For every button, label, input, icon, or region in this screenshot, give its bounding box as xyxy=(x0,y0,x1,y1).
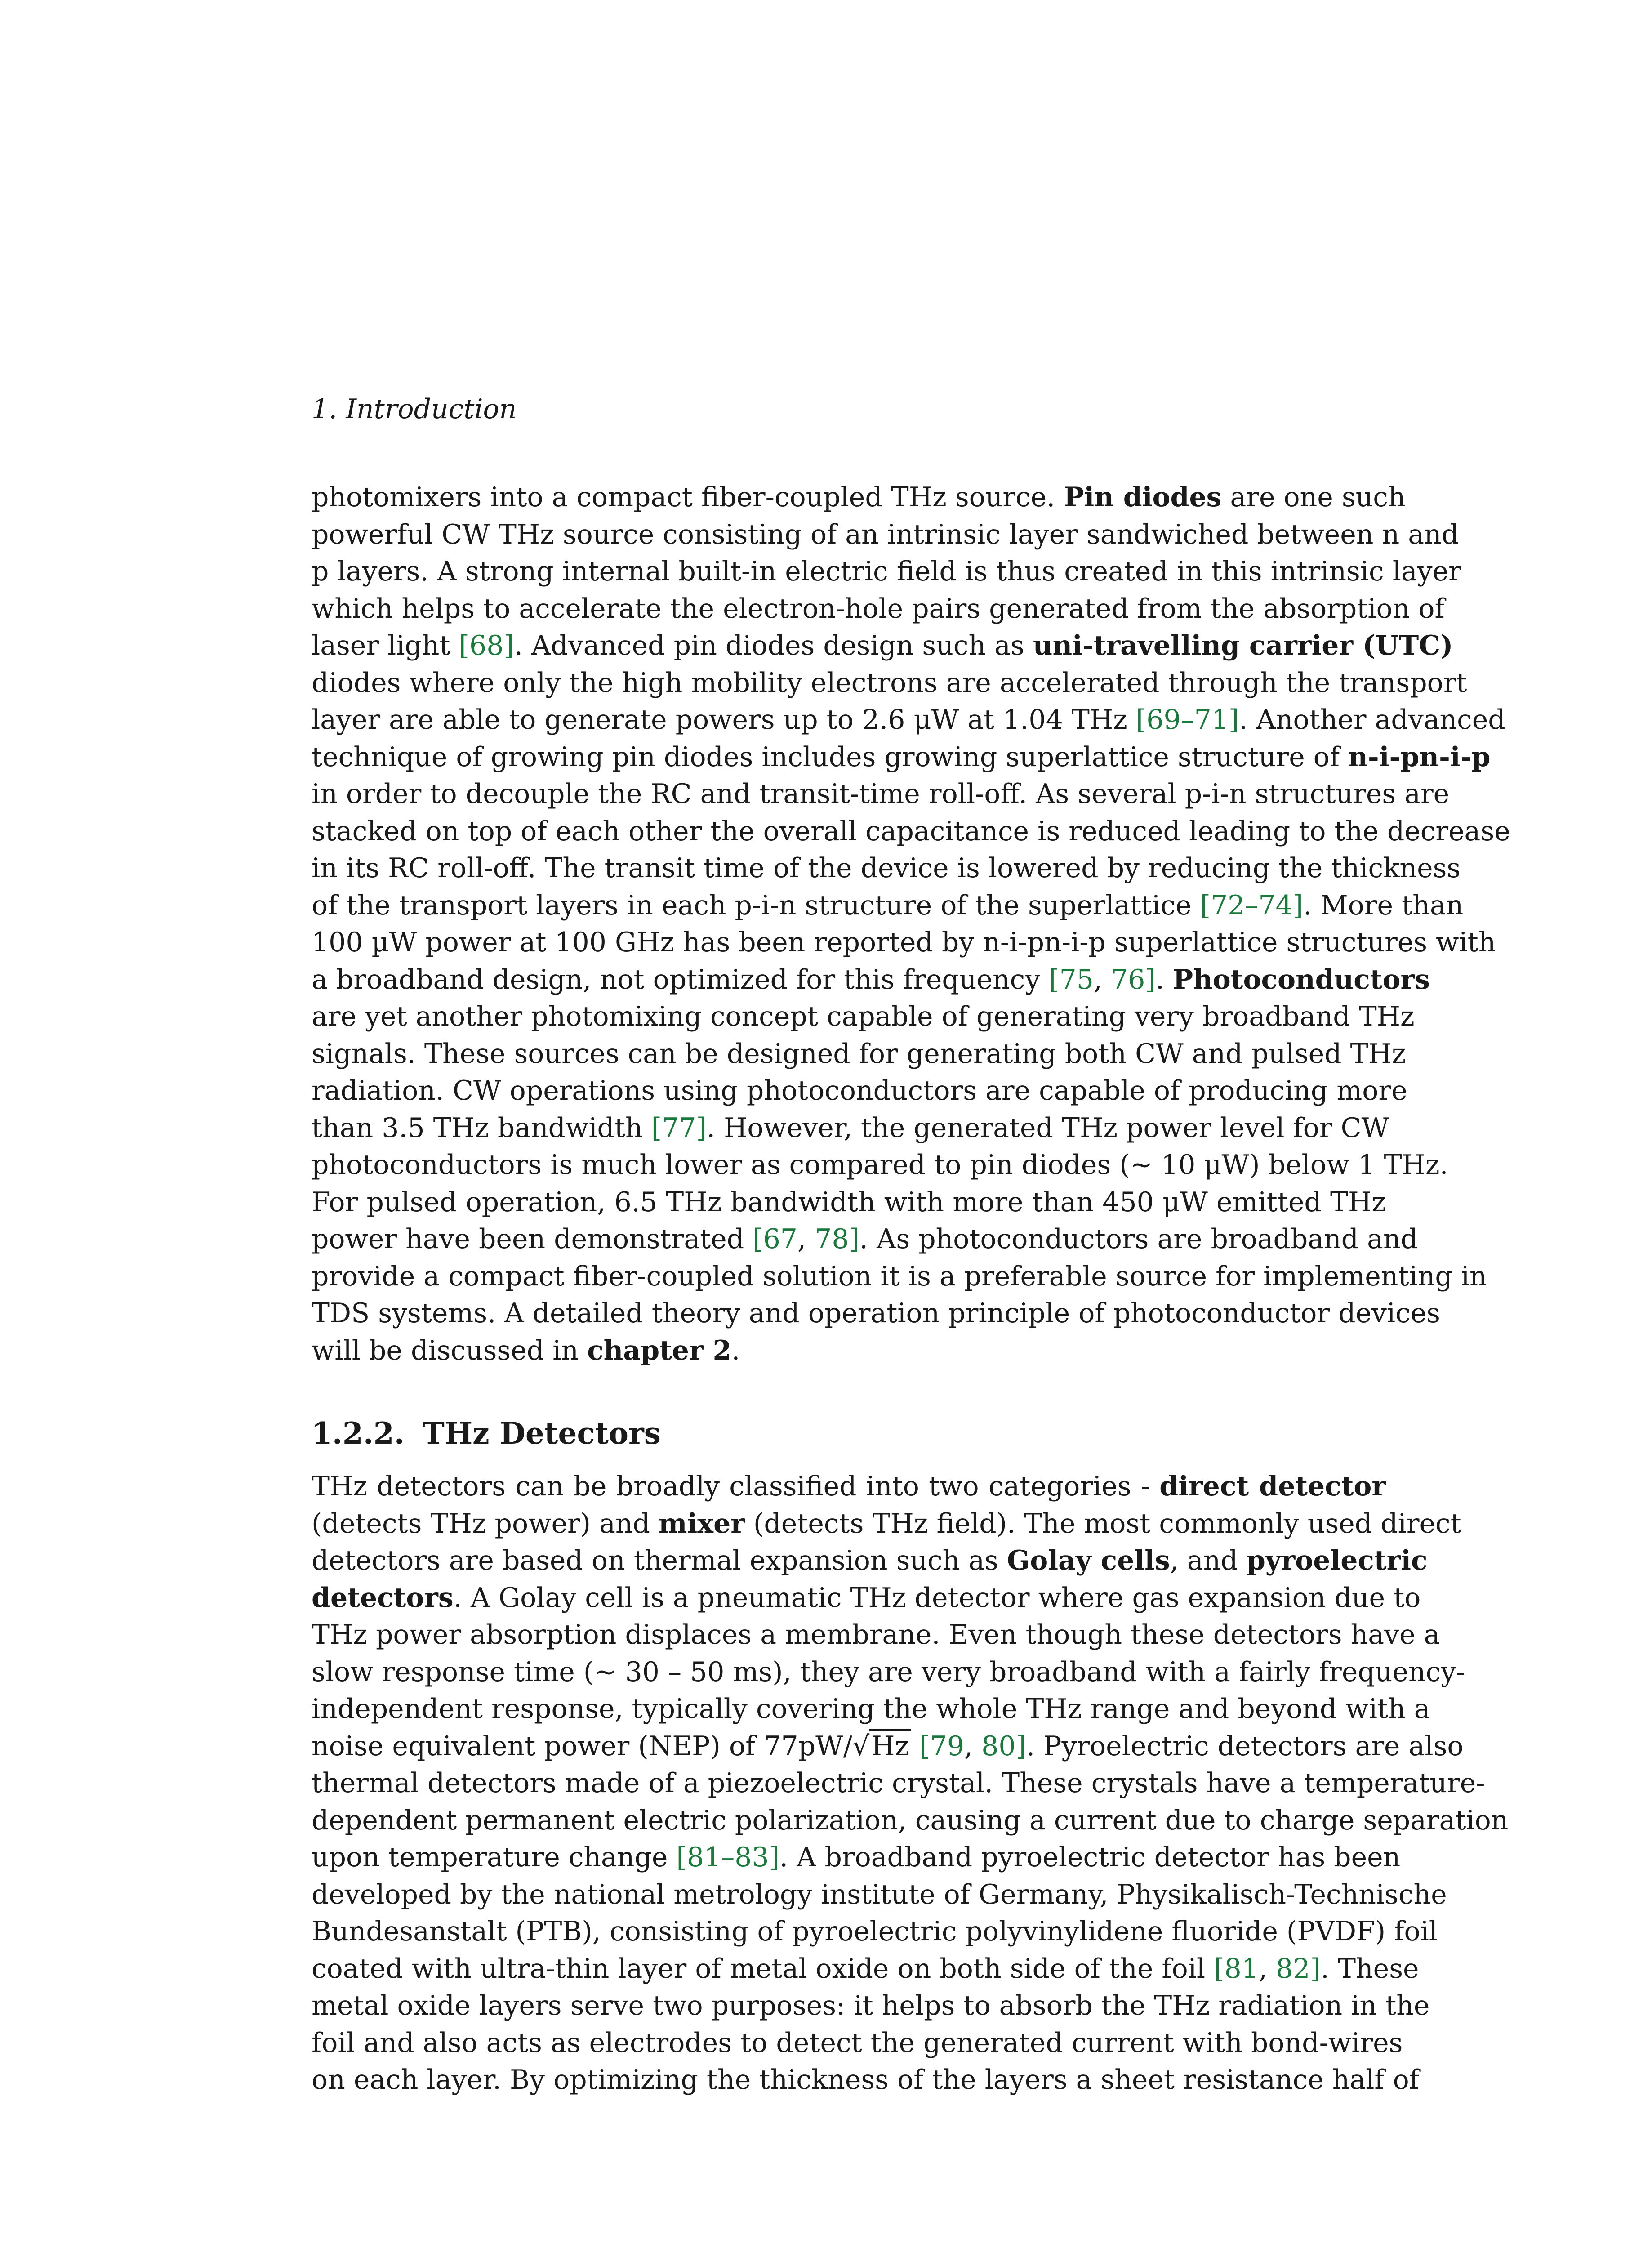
text-line: slow response time (~ 30 – 50 ms), they are very broadband with a fairly frequency- xyxy=(312,1656,1465,1688)
term-chapter-2: chapter 2 xyxy=(587,1334,732,1366)
text-line: are yet another photomixing concept capable of generating very broadband THz xyxy=(312,1001,1415,1032)
citation-link[interactable]: [81 xyxy=(1214,1953,1259,1985)
text-line: on each layer. By optimizing the thickness of the layers a sheet resistance half of xyxy=(312,2064,1419,2096)
text-line: metal oxide layers serve two purposes: it helps to absorb the THz radiation in the xyxy=(312,1990,1430,2021)
text-line: For pulsed operation, 6.5 THz bandwidth with more than 450 μW emitted THz xyxy=(312,1186,1386,1218)
citation-link[interactable]: [68] xyxy=(459,630,514,661)
text-line: in its RC roll-off. The transit time of the device is lowered by reducing the thickness xyxy=(312,852,1461,884)
text-line: than 3.5 THz bandwidth [77]. However, the generated THz power level for CW xyxy=(312,1112,1389,1144)
text-line: which helps to accelerate the electron-hole pairs generated from the absorption of xyxy=(312,593,1445,624)
citation-link[interactable]: 82] xyxy=(1276,1953,1321,1985)
text-line: p layers. A strong internal built-in electric field is thus created in this intrinsic layer xyxy=(312,556,1461,587)
text-line: diodes where only the high mobility electrons are accelerated through the transport xyxy=(312,667,1467,699)
text-line: technique of growing pin diodes includes growing superlattice structure of n-i-pn-i-p xyxy=(312,741,1491,773)
text-line: in order to decouple the RC and transit-time roll-off. As several p-i-n structures are xyxy=(312,778,1450,810)
text-line: 100 µW power at 100 GHz has been reported by n-i-pn-i-p superlattice structures with xyxy=(312,927,1496,958)
text-line: laser light [68]. Advanced pin diodes design such as uni-travelling carrier (UTC) xyxy=(312,630,1453,661)
term-pin-diodes: Pin diodes xyxy=(1064,482,1222,513)
term-pyroelectric: pyroelectric xyxy=(1246,1545,1428,1576)
citation-link[interactable]: [77] xyxy=(651,1112,707,1144)
text-line: developed by the national metrology institute of Germany, Physikalisch-Technische xyxy=(312,1878,1447,1910)
paragraph-thz-detectors xyxy=(312,1468,1509,2099)
text-line: Bundesanstalt (PTB), consisting of pyroelectric polyvinylidene fluoride (PVDF) foil xyxy=(312,1916,1438,1947)
term-nipnip: n-i-pn-i-p xyxy=(1348,741,1491,773)
text-line: upon temperature change [81–83]. A broadband pyroelectric detector has been xyxy=(312,1842,1401,1873)
paragraph-pin-diodes-photoconductors xyxy=(312,479,1510,1369)
text-line: a broadband design, not optimized for this frequency [75, 76]. Photoconductors xyxy=(312,963,1430,995)
text-line: detectors are based on thermal expansion such as Golay cells, and pyroelectric xyxy=(312,1545,1428,1576)
citation-link[interactable]: 76] xyxy=(1111,963,1156,995)
sqrt-hz: √Hz xyxy=(852,1728,911,1765)
text-line: dependent permanent electric polarization, causing a current due to charge separation xyxy=(312,1804,1509,1836)
text-line: TDS systems. A detailed theory and operation principle of photoconductor devices xyxy=(312,1298,1440,1329)
citation-link[interactable]: [81–83] xyxy=(676,1842,779,1873)
term-utc: uni-travelling carrier (UTC) xyxy=(1033,630,1453,661)
text-line: of the transport layers in each p-i-n structure of the superlattice [72–74]. More than xyxy=(312,889,1464,921)
citation-link[interactable]: [69–71] xyxy=(1135,704,1239,736)
text-line: provide a compact fiber-coupled solution it is a preferable source for implementing in xyxy=(312,1260,1487,1292)
term-mixer: mixer xyxy=(659,1508,745,1539)
citation-link[interactable]: [79 xyxy=(919,1730,965,1762)
text-line: (detects THz power) and mixer (detects THz field). The most commonly used direct xyxy=(312,1508,1461,1539)
running-header: 1. Introduction xyxy=(312,393,517,425)
text-line: foil and also acts as electrodes to detect the generated current with bond-wires xyxy=(312,2027,1403,2059)
text-line: photomixers into a compact fiber-coupled THz source. Pin diodes are one such xyxy=(312,482,1406,513)
text-line: coated with ultra-thin layer of metal oxide on both side of the foil [81, 82]. These xyxy=(312,1953,1419,1985)
citation-link[interactable]: [67 xyxy=(753,1223,797,1255)
term-detectors: detectors xyxy=(312,1582,454,1614)
term-photoconductors: Photoconductors xyxy=(1173,963,1430,995)
text-line: will be discussed in chapter 2. xyxy=(312,1334,740,1366)
text-line: radiation. CW operations using photoconductors are capable of producing more xyxy=(312,1075,1407,1106)
citation-link[interactable]: 78] xyxy=(815,1223,859,1255)
text-line: stacked on top of each other the overall capacitance is reduced leading to the decrease xyxy=(312,815,1510,847)
text-line: powerful CW THz source consisting of an intrinsic layer sandwiched between n and xyxy=(312,518,1459,550)
section-heading xyxy=(312,1416,661,1451)
term-golay-cells: Golay cells xyxy=(1007,1545,1170,1576)
citation-link[interactable]: 80] xyxy=(981,1730,1026,1762)
section-title: THz Detectors xyxy=(422,1416,661,1451)
text-line: independent response, typically covering the whole THz range and beyond with a xyxy=(312,1693,1430,1725)
text-line: noise equivalent power (NEP) of 77pW/√Hz [79, 80]. Pyroelectric detectors are also xyxy=(312,1728,1386,1765)
text-line: detectors. A Golay cell is a pneumatic THz detector where gas expansion due to xyxy=(312,1582,1421,1614)
section-number: 1.2.2. xyxy=(312,1416,405,1451)
text-line: THz power absorption displaces a membrane. Even though these detectors have a xyxy=(312,1619,1440,1650)
text-line: layer are able to generate powers up to 2.6 μW at 1.04 THz [69–71]. Another advanced xyxy=(312,704,1505,736)
text-line: photoconductors is much lower as compared to pin diodes (~ 10 μW) below 1 THz. xyxy=(312,1149,1448,1181)
text-line: signals. These sources can be designed for generating both CW and pulsed THz xyxy=(312,1038,1406,1070)
citation-link[interactable]: [72–74] xyxy=(1200,889,1304,921)
citation-link[interactable]: [75 xyxy=(1049,963,1094,995)
text-line: THz detectors can be broadly classified into two categories - direct detector xyxy=(312,1471,1386,1502)
text-line: power have been demonstrated [67, 78]. As photoconductors are broadband and xyxy=(312,1223,1418,1255)
term-direct-detector: direct detector xyxy=(1159,1471,1386,1502)
text-line: thermal detectors made of a piezoelectric crystal. These crystals have a temperature- xyxy=(312,1767,1485,1799)
